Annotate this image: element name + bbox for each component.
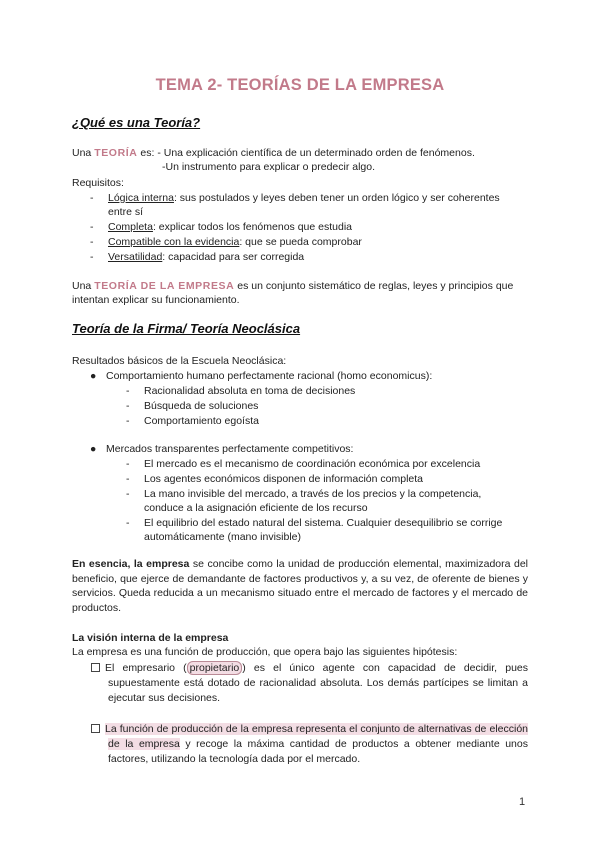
sub-item: - Los agentes económicos disponen de información completa (126, 473, 424, 485)
sub-item: - Búsqueda de soluciones (126, 400, 259, 412)
hypothesis-2: La función de producción de la empresa representa el conjunto de alternativas de elección de la empresa y recoge la máxima cantidad de productos a obtener mediante unos factores, utilizando la tecnología dada por el mercado. (108, 722, 528, 767)
essence-paragraph: En esencia, la empresa se concibe como la unidad de producción elemental, maximizadora del beneficio, que ejerce de demandante de factores productivos y, a su vez, de oferente de bienes y servicios. Queda reducida a un mecanismo situado entre el mercado de factores y el mercado de productos. (72, 558, 528, 615)
sub-item: - El mercado es el mecanismo de coordinación económica por excelencia (126, 458, 481, 470)
firm-theory-definition-cont: intentan explicar su funcionamiento. (72, 294, 240, 306)
firm-theory-definition: Una TEORÍA DE LA EMPRESA es un conjunto sistemático de reglas, leyes y principios que (72, 280, 514, 292)
neoclassical-intro: Resultados básicos de la Escuela Neoclásica: (72, 355, 287, 367)
term-teoria-empresa: TEORÍA DE LA EMPRESA (94, 280, 235, 292)
def-es: es: (140, 147, 155, 159)
page-number: 1 (519, 796, 526, 808)
requisite-item: - Lógica interna: sus postulados y leyes deben tener un orden lógico y ser coherentes (90, 192, 500, 204)
page-title: TEMA 2- TEORÍAS DE LA EMPRESA (155, 76, 445, 94)
sub-item: - Racionalidad absoluta en toma de decisiones (126, 385, 356, 397)
theory-definition-line1 (72, 146, 475, 160)
requisite-item-cont: entre sí (108, 206, 144, 218)
bullet-item: ● Comportamiento humano perfectamente racional (homo economicus): (90, 370, 433, 382)
section-heading-internal-view: La visión interna de la empresa (72, 632, 229, 644)
requisite-item: - Completa: explicar todos los fenómenos que estudia (90, 221, 352, 233)
requisite-item: - Versatilidad: capacidad para ser corregida (90, 251, 305, 263)
internal-view-intro: La empresa es una función de producción, que opera bajo las siguientes hipótesis: (72, 646, 458, 658)
sub-item-cont: automáticamente (mano invisible) (144, 531, 301, 543)
hypothesis-1: El empresario ( propietario ) es el único agente con capacidad de decidir, pues supuestamente está dotado de racionalidad absoluta. Los demás partícipes se limitan a ejecutar sus decisiones. (108, 661, 528, 706)
def-line1: - Una explicación científica de un determinado orden de fenómenos. (157, 147, 475, 159)
checkbox-icon (91, 724, 100, 733)
term-teoria: TEORÍA (94, 147, 138, 159)
def-prefix: Una (72, 147, 92, 159)
sub-item: - El equilibrio del estado natural del sistema. Cualquier desequilibrio se corrige (126, 517, 503, 529)
sub-item: - Comportamiento egoísta (126, 415, 259, 427)
checkbox-icon (91, 663, 100, 672)
requisites-label: Requisitos: (72, 177, 124, 189)
sub-item-cont: conduce a la asignación eficiente de los recurso (144, 502, 368, 514)
theory-definition-line2: -Un instrumento para explicar o predecir algo. (162, 161, 376, 173)
section-heading-neoclassical: Teoría de la Firma/ Teoría Neoclásica (72, 321, 301, 336)
requisite-item: - Compatible con la evidencia: que se pueda comprobar (90, 236, 362, 248)
sub-item: - La mano invisible del mercado, a través de los precios y la competencia, (126, 488, 482, 500)
highlighted-owner: propietario (187, 661, 243, 675)
section-heading-theory: ¿Qué es una Teoría? (72, 115, 201, 130)
bullet-item: ● Mercados transparentes perfectamente competitivos: (90, 443, 354, 455)
highlighted-text: La función de producción de la empresa representa el conjunto de alternativas de elección de la empresa (105, 723, 528, 750)
